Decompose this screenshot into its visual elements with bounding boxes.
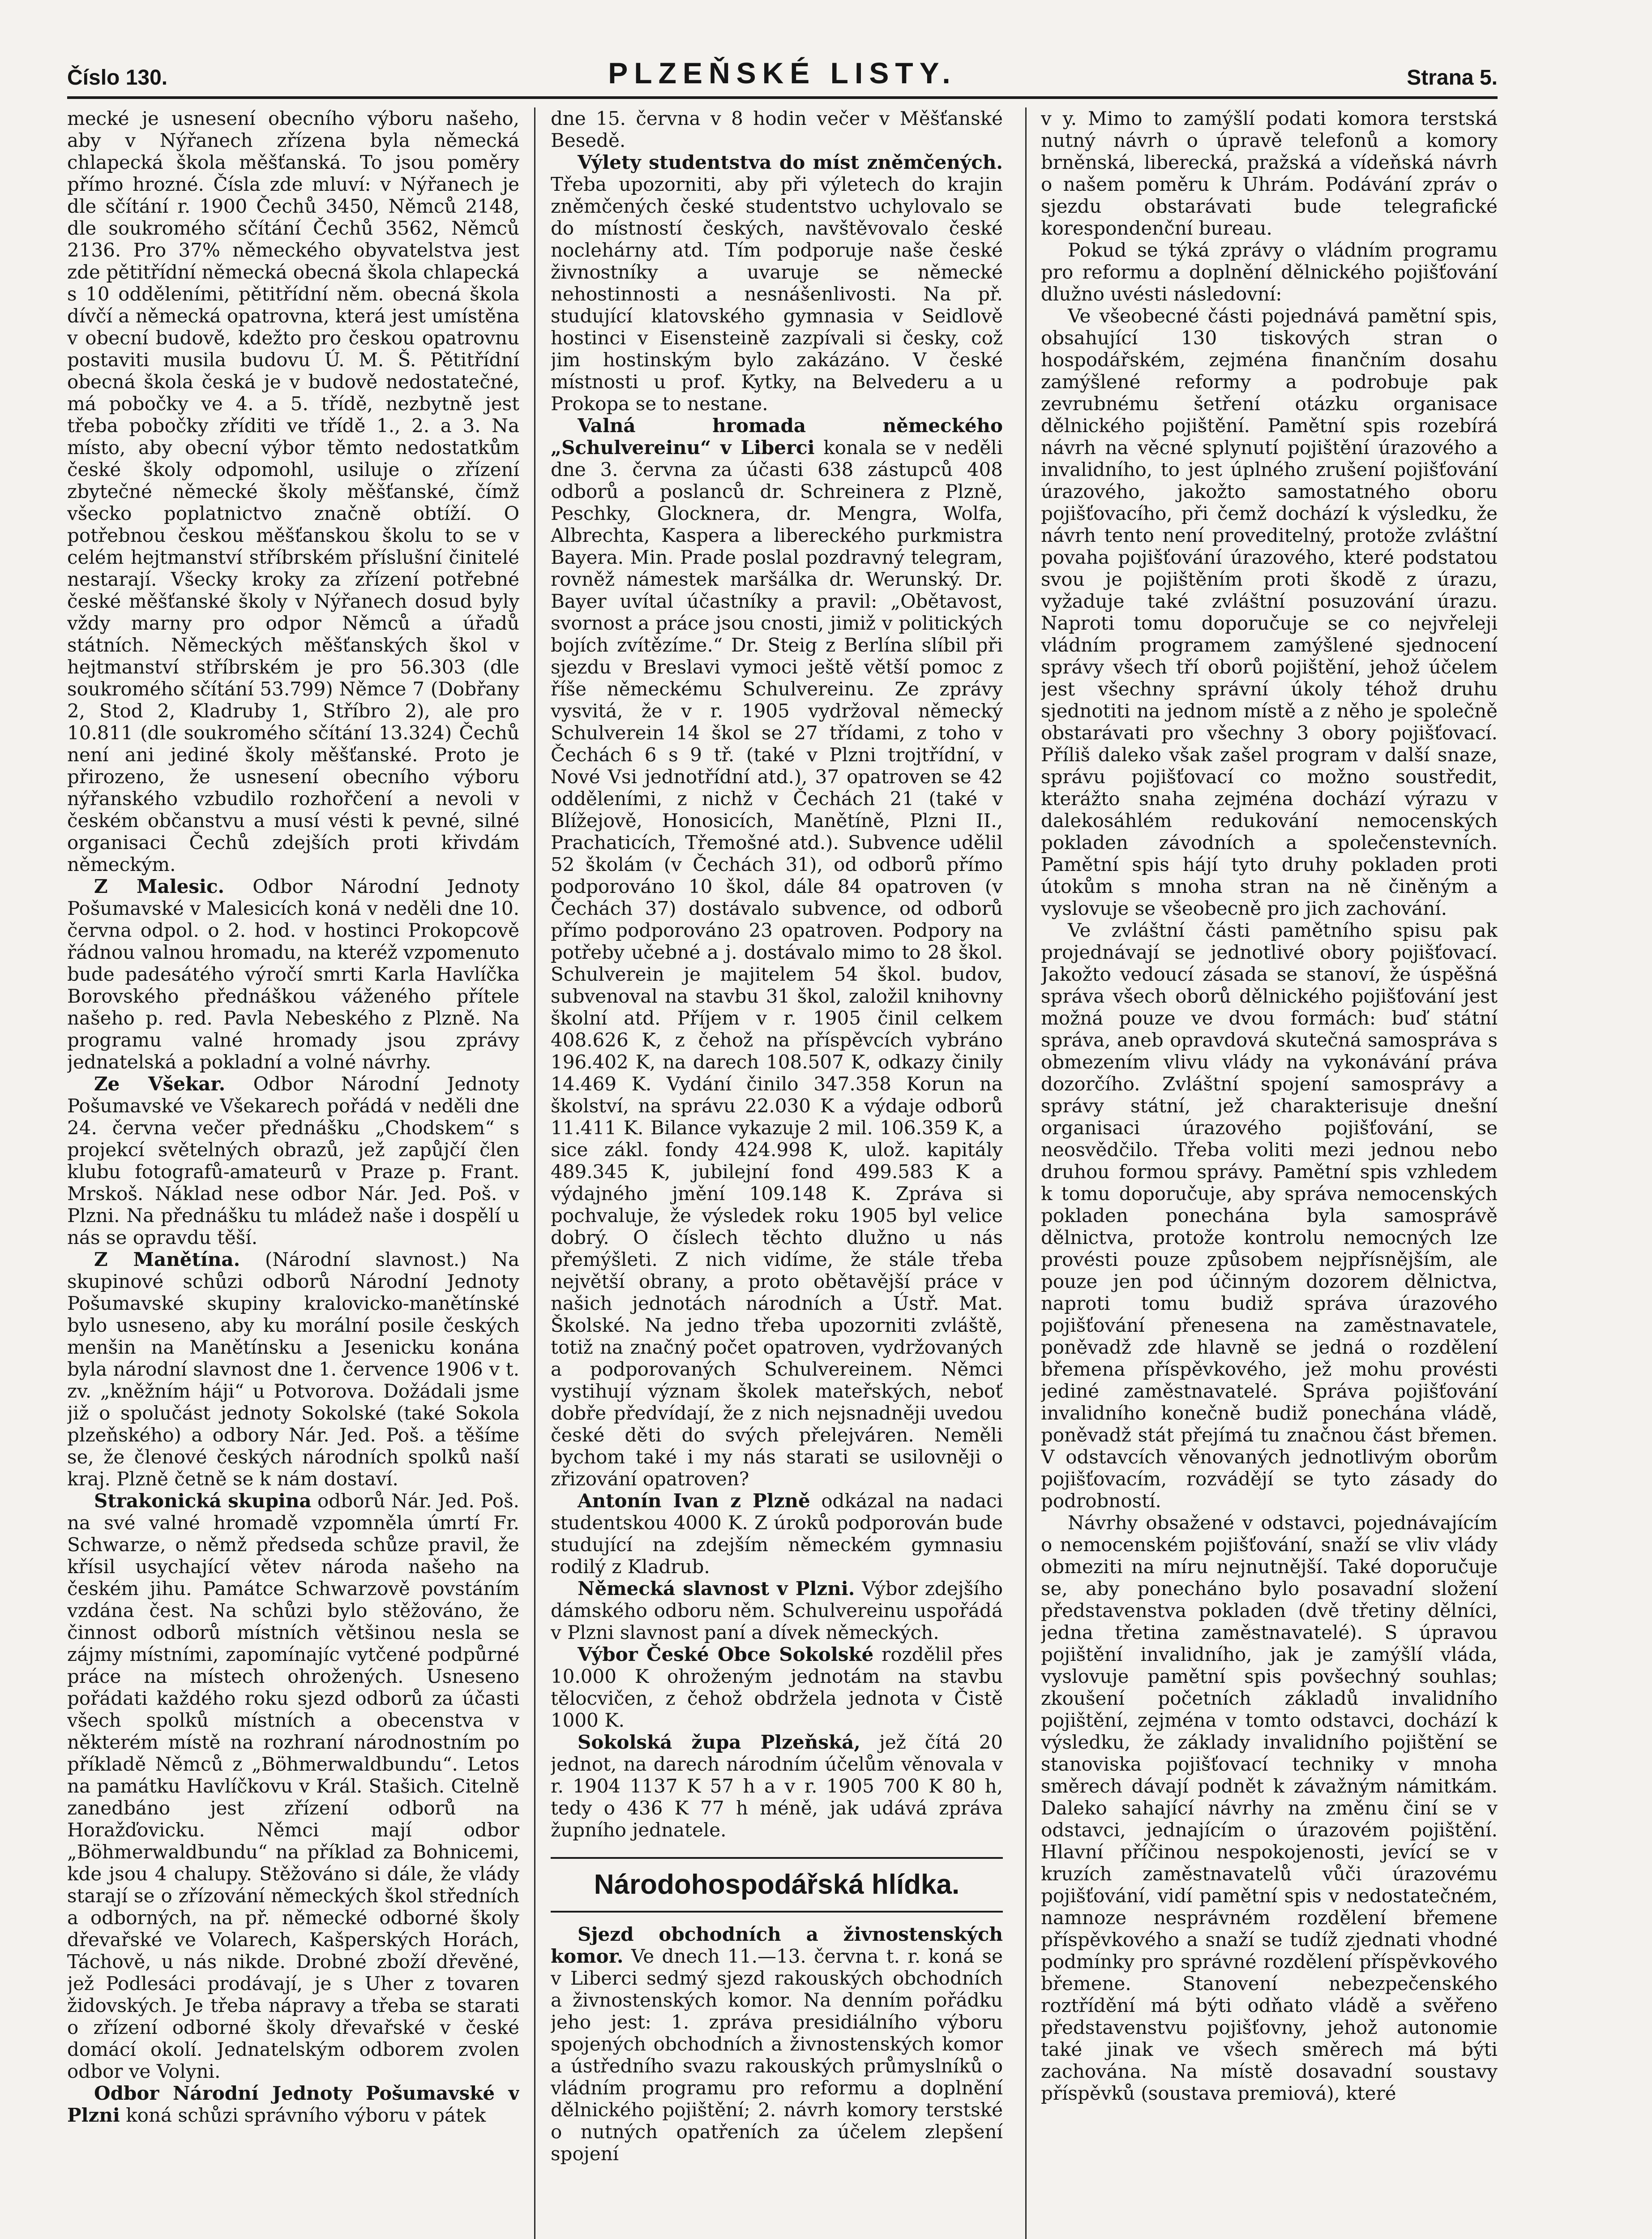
article-vsekary — [67, 1073, 519, 1248]
article-vylety — [551, 151, 1003, 415]
article-heading: Sokolská župa Plzeňská, — [578, 1731, 860, 1753]
article-sokol-obec — [551, 1643, 1003, 1731]
article-heading: Z Malesic. — [94, 875, 225, 897]
article-heading: Výlety studentstva do míst zněmčených. — [578, 151, 1003, 173]
article-body: jež čítá 20 jednot, na darech národním účelům věnovala v r. 1904 1137 K 57 h a v r. 1905 700 K 80 h, tedy o 436 K 77 h méně, jak udává zpráva župního jednatele. — [551, 1731, 1003, 1841]
article-ivan — [551, 1490, 1003, 1578]
masthead — [67, 47, 1498, 99]
article-body: (Národní slavnost.) Na skupinové schůzi odborů Národní Jednoty Pošumavské skupiny kralovicko-manětínské bylo usneseno, aby ku morální posile českých menšin na Manětínsku a Jesenicku konána byla národní slavnost dne 1. července 1906 v t. zv. „kněžním háji“ u Potvorova. Dožádali jsme již o spolučást jednoty Sokolské (také Sokola plzeňského) a odbory Nár. Jed. Poš. a těšíme se, že členové českých národních spolků naší kraj. Plzně četně se k nám dostaví. — [67, 1248, 519, 1490]
article-heading: Výbor České Obce Sokolské — [578, 1643, 874, 1665]
article-heading: Německá slavnost v Plzni. — [578, 1578, 855, 1600]
article-body: odkázal na nadaci studentskou 4000 K. Z úroků podporován bude studující na zdejším německém gymnasiu rodilý z Kladrub. — [551, 1490, 1003, 1578]
article-heading: Strakonická skupina — [94, 1490, 312, 1512]
article-manetin — [67, 1248, 519, 1490]
article-body: konala se v neděli dne 3. června za účasti 638 zástupců 408 odborů a poslanců dr. Schreinera z Plzně, Peschky, Glocknera, dr. Mengra, Wolfa, Albrechta, Kaspera a libereckého purkmistra Bayera. Min. Prade poslal pozdravný telegram, rovněž námestek maršálka dr. Werunský. Dr. Bayer uvítal účastníky a pravil: „Obětavost, svornost a práce jsou cnosti, jimiž v politických bojích zvítězíme.“ Dr. Steig z Berlína slíbil při sjezdu v Breslavi vymoci ještě větší pomoc z říše německému Schulvereinu. Ze zprávy vysvitá, že v r. 1905 vydržoval německý Schulverein 14 škol se 27 třídami, z toho v Čechách 6 s 9 tř. (také v Plzni trojtřídní, v Nové Vsi jednotřídní atd.), 37 opatroven se 42 odděleními, z nichž v Čechách 21 (také v Blížejově, Honosicích, Manětíně, Plzni II., Prachaticích, Třemošné atd.). Subvence udělil 52 školám (v Čechách 31), od odborů přímo podporováno 10 škol, dále 84 opatroven (v Čechách 37) dostávalo subvence, od odborů přímo podporováno 23 opatroven. Podpory na potřeby učebné a j. dostávalo mimo to 28 škol. Schulverein je majitelem 54 škol. budov, subvenoval na stavbu 31 škol, založil knihovny školní atd. Příjem v r. 1905 činil celkem 408.626 K, z čehož na příspěvcích vybráno 196.402 K, na darech 108.507 K, odkazy činily 14.469 K. Vydání činilo 347.358 Korun na školství, na správu 22.030 K a výdaje odborů 11.411 K. Bilance vykazuje 2 mil. 106.359 K, a sice zákl. fondy 424.998 K, ulož. kapitály 489.345 K, jubilejní fond 499.583 K a výdajného jmění 109.148 K. Zpráva si pochvaluje, že výsledek roku 1905 byl velice dobrý. O číslech těchto dlužno u nás přemýšleti. Z nich vidíme, že stále třeba největší obrany, a proto obětavější práce v našich jednotách národních a Ústř. Mat. Školské. Na jedno třeba upozorniti zvláště, totiž na značný počet opatroven, vydržovaných a podporovaných Schulvereinem. Němci vystihují význam školek mateřských, neboť dobře předvídají, že z nich nejsnadněji uvedou české děti do svých přelejváren. Neměli bychom také i my nás starati se usilovněji o zřizování opatroven? — [551, 437, 1003, 1490]
columns — [67, 107, 1498, 2239]
article-body: Odbor Národní Jednoty Pošumavské ve Všekarech pořádá v neděli dne 24. června večer přednášku „Chodskem“ s projekcí světelných obrazů, jež zapůjčí člen klubu fotografů-amateurů v Praze p. Frant. Mrskoš. Náklad nese odbor Nár. Jed. Poš. v Plzni. Na přednášku tu mládež naše i dospělí u nás se opravdu těší. — [67, 1073, 519, 1248]
article-sjezd-komor — [551, 1923, 1003, 2165]
column-3 — [1041, 107, 1498, 2239]
newspaper-title: PLZEŇSKÉ LISTY. — [608, 56, 957, 90]
article-body: Výbor zdejšího dámského odboru něm. Schulvereinu uspořádá v Plzni slavnost paní a dívek německých. — [551, 1578, 1003, 1643]
article-body: odborů Nár. Jed. Poš. na své valné hromadě vzpomněla úmrtí Fr. Schwarze, o němž předseda schůze pravil, že křísil usychající větev národa našeho na českém jihu. Památce Schwarzově povstáním vzdána čest. Na schůzi bylo stěžováno, že činnost odborů místních většinou nesla se zájmy místními, zapomínajíc vytčené podpůrné práce na místech ohrožených. Usneseno pořádati každého roku sjezd odborů za účasti všech spolků místních a obecenstva v některém místě na rozhraní národnostním po příkladě Němců z „Böhmerwaldbundu“. Letos na památku Havlíčkovu v Král. Stašich. Citelně zanedbáno jest zřízení odborů na Horažďovicku. Němci mají odbor „Böhmerwaldbundu“ na příklad za Bohnicemi, kde jsou 4 chalupy. Stěžováno si dále, že vlády starají se o zřízování německých škol středních a odborných, na př. německé odborné školy dřevařské ve Volarech, Kašperských Horách, Táchově, u nás nikde. Drobné zboží dřevěné, jež Podlesáci prodávají, je s Uher z tovaren židovských. Je třeba nápravy a třeba se starati o zřízení odborné školy dřevařské v české domácí okolí. Jednatelským odborem zvolen odbor ve Volyni. — [67, 1490, 519, 2082]
column-divider — [1025, 107, 1027, 2239]
newspaper-page — [67, 47, 1498, 2239]
article-strakonice — [67, 1490, 519, 2082]
article-heading: Antonín Ivan z Plzně — [578, 1490, 810, 1512]
article-body: Ve dnech 11.—13. června t. r. koná se v Liberci sedmý sjezd rakouských obchodních a živnostenských komor. Na denním pořádku jeho jest: 1. zpráva presidiálního výboru spojených obchodních a živnostenských komor a ústředního svazu rakouských průmyslníků o vládním programu pro reformu a doplnění dělnického pojištění; 2. návrh komory terstské o nutných opatřeních za účelem zlepšení spojení — [551, 1945, 1003, 2165]
article-body: Odbor Národní Jednoty Pošumavské v Malesicích koná v neděli dne 10. června odpol. o 2. hod. v hostinci Prokopcově řádnou valnou hromadu, na kteréž vzpomenuto bude padesátého výročí smrti Karla Havlíčka Borovského přednáškou váženého přítele našeho p. red. Pavla Nebeského z Plzně. Na programu valné hromady jsou zprávy jednatelská a pokladní a volné návrhy. — [67, 875, 519, 1073]
column-divider — [534, 107, 535, 2239]
article-heading: Z Manětína. — [94, 1248, 240, 1270]
column-1 — [67, 107, 519, 2239]
column-2 — [551, 107, 1003, 2239]
article-odbor-plzen — [67, 2082, 519, 2126]
section-heading: Národohospodářská hlídka. — [551, 1857, 1003, 1913]
article-sokol-zupa — [551, 1731, 1003, 1841]
article-body: rozdělil přes 10.000 K ohroženým jednotám na stavbu tělocvičen, z čehož obdržela jednota v Čistě 1000 K. — [551, 1643, 1003, 1731]
article-slavnost — [551, 1578, 1003, 1643]
article-heading: Valná hromada německého „Schulvereinu“ v Liberci — [551, 415, 1003, 459]
article-heading: Sjezd obchodních a živnostenských komor. — [551, 1923, 1003, 1967]
paragraph: Ve zvláštní části pamětního spisu pak projednávají se jednotlivé obory pojišťovací. Jakožto vedoucí zásada se stanoví, že úspěšná správa všech oborů dělnického pojišťování jest možná pouze ve dvou formách: buď státní správa, aneb opravdová skutečná samospráva s obmezením vlivu vlády na vykonávání práva dozorčího. Zvláštní spojení samosprávy a správy státní, jež charakterisuje dnešní organisaci úrazového pojišťování, se neosvědčilo. Třeba voliti mezi jednou nebo druhou formou správy. Pamětní spis vzhledem k tomu doporučuje, aby správa nemocenských pokladen ponechána byla samosprávě dělnictva, protože kontrolu nemocných lze provésti pouze způsobem nejpřísnějším, ale pouze jen pod účinným dozorem dělnictva, naproti tomu budiž správa úrazového pojišťování přenesena na zaměstnavatele, poněvadž zde hlavně se jedná o rozdělení břemena příspěvkového, jež mohu provésti jediné zaměstnavatelé. Správa pojišťování invalidního konečně budiž ponechána vládě, poněvadž stát přejímá tu značnou část břemen. V odstavcích věnovaných jednotlivým oborům pojišťovacím, rozvádějí se tyto zásady do podrobností. — [1041, 919, 1498, 1512]
paragraph: Ve všeobecné části pojednává pamětní spis, obsahující 130 tiskových stran o hospodářském, zejména finančním dosahu zamýšlené reformy a podrobuje pak zevrubnému šetření otázku organisace dělnického pojištění. Pamětní spis rozebírá návrh na věcné splynutí pojištění úrazového a invalidního, to jest úplného zrušení pojišťování úrazového, jakožto samostatného oboru pojišťovacího, při čemž dochází k výsledku, že návrh tento není proveditelný, protože zvláštní povaha pojišťování úrazového, které podstatou svou je pojištěním proti škodě z úrazu, vyžaduje také zvláštní posuzování úrazu. Naproti tomu doporučuje se co nejvřeleji vládním programem zamýšlené sjednocení správy všech tří oborů pojištění, jehož účelem jest všechny správní úkoly téhož druhu sjednotiti na jednom místě a z něho je společně obstarávati pro všechny 3 obory pojišťovací. Příliš daleko však zašel program v další snaze, správu pojišťovací co možno soustředit, kterážto snaha zejména dochází výrazu v dalekosáhlém redukování nemocenských pokladen závodních a společenstevních. Pamětní spis hájí tyto druhy pokladen proti útokům s mnoha stran na ně činěným a vyslovuje se všeobecně pro jich zachování. — [1041, 305, 1498, 919]
paragraph: Pokud se týká zprávy o vládním programu pro reformu a doplnění dělnického pojišťování dlužno uvésti následovní: — [1041, 239, 1498, 305]
article-heading: Odbor Národní Jednoty Pošumavské v Plzni — [67, 2082, 519, 2126]
article-malesice — [67, 875, 519, 1073]
paragraph: Návrhy obsažené v odstavci, pojednávajícím o nemocenském pojišťování, snaží se vliv vlády obmeziti na míru nejnutnější. Také doporučuje se, aby ponecháno bylo posavadní složení představenstva pokladen (dvě třetiny dělníci, jedna třetina zaměstnavatelé). S úpravou pojištění invalidního, jak je zamýšlí vláda, vyslovuje pamětní spis povšechný souhlas; zkoušení početních základů invalidního pojištění, zejména v tomto odstavci, dochází k výsledku, že základy invalidního pojištění se stanoviska pojišťovací techniky v mnoha směrech dávají podnět k závažným námitkám. Daleko sahající návrhy na změnu činí se v odstavci, jednajícím o úrazovém pojištění. Hlavní příčinou nespokojenosti, jevící se v kruzích zaměstnavatelů vůči úrazovému pojišťování, vidí pamětní spis v nedostatečném, namnoze nesprávném rozdělení břemene příspěvkového a snaží se tudíž zjednati vhodné podmínky pro správné rozdělení příspěvkového břemene. Stanovení nebezpečenského roztřídění má býti odňato vládě a svěřeno představenstvu pojišťovny, jehož autonomie také jinak ve všech směrech má býti zachována. Na místě dosavadní soustavy příspěvků (soustava premiová), které — [1041, 1512, 1498, 2104]
article-nyrany: mecké je usnesení obecního výboru našeho, aby v Nýřanech zřízena byla německá chlapecká škola měšťanská. To jsou poměry přímo hrozné. Čísla zde mluví: v Nýřanech je dle sčítání r. 1900 Čechů 3450, Němců 2148, dle soukromého sčítání Čechů 3562, Němců 2136. Pro 37% německého obyvatelstva jest zde pětitřídní německá obecná škola chlapecká s 10 odděleními, pětitřídní něm. obecná škola dívčí a německá opatrovna, která jest umístěna v obecní budově, kdežto pro českou opatrovnu postaviti musila budovu Ú. M. Š. Pětitřídní obecná škola česká je v budově nedostatečné, má pobočky ve 4. a 5. třídě, nezbytně jest třeba pobočky zříditi ve třídě 1., 2. a 3. Na místo, aby obecní výbor těmto nedostatkům české školy odpomohl, usiluje o zřízení zbytečné německé školy měšťanské, čímž všecko poplatnictvo značně obtíží. O potřebnou českou měšťanskou školu to se v celém hejtmanství stříbrském příslušní činitelé nestarají. Všecky kroky za zřízení potřebné české měšťanské školy v Nýřanech dosud byly vždy marny pro odpor Němců a úřadů státních. Německých měšťanských škol v hejtmanství stříbrském je pro 56.303 (dle soukromého sčítání 53.799) Němce 7 (Dobřany 2, Stod 2, Kladruby 1, Stříbro 2), ale pro 10.811 (dle soukromého sčítání 13.324) Čechů není ani jediné školy měšťanské. Proto je přirozeno, že usnesení obecního výboru nýřanského vzbudilo rozhořčení a nevoli v českém občanstvu a musí vésti k pevné, silné organisaci Čechů zdejších proti křivdám německým. — [67, 107, 519, 875]
article-schulverein — [551, 415, 1003, 1490]
article-continuation: v y. Mimo to zamýšlí podati komora terstská nutný návrh o úpravě telefonů a komory brněnská, liberecká, pražská a vídeňská návrh o našem poměru k Uhrám. Podávání zpráv o sjezdu obstarávati bude telegrafické korespondenční bureau. — [1041, 107, 1498, 239]
article-body: koná schůzi správního výboru v pátek — [126, 2104, 486, 2126]
article-continuation: dne 15. června v 8 hodin večer v Měšťanské Besedě. — [551, 107, 1003, 151]
issue-number: Číslo 130. — [67, 66, 168, 90]
article-body: Třeba upozorniti, aby při výletech do krajin zněmčených české studentstvo uchylovalo se do místností českých, navštěvovalo české noclehárny atd. Tím podporuje naše české živnostníky a uvaruje se německé nehostinnosti a nesnášenlivosti. Na př. studující klatovského gymnasia v Seidlově hostinci v Eisensteině zazpívali si česky, což jim hostinským bylo zakázáno. V české místnosti u prof. Kytky, na Belvederu a u Prokopa se to nestane. — [551, 173, 1003, 415]
page-number: Strana 5. — [1407, 66, 1498, 90]
article-heading: Ze Všekar. — [94, 1073, 226, 1095]
